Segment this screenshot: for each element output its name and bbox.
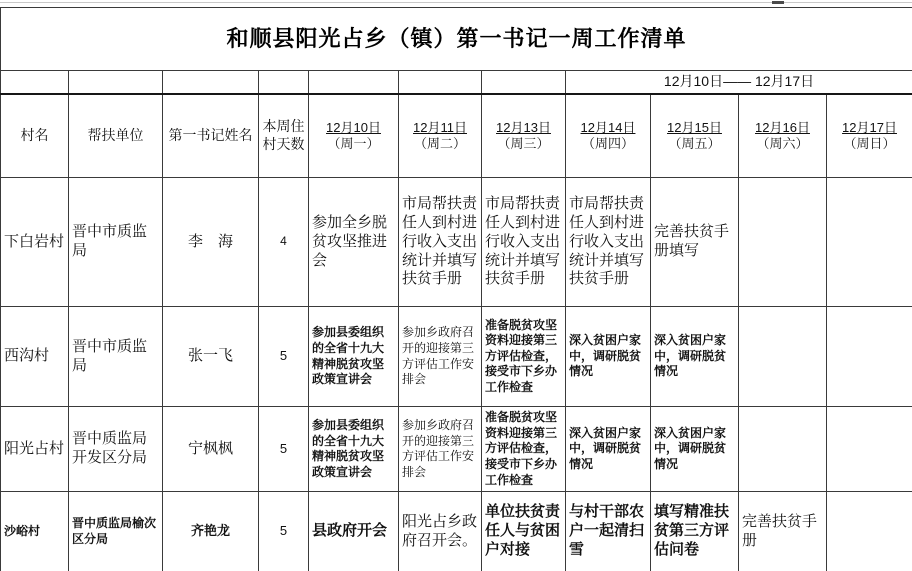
empty-cell bbox=[1, 71, 69, 94]
schedule-cell: 与村干部农户一起清扫雪 bbox=[566, 492, 651, 571]
empty-cell bbox=[163, 71, 259, 94]
schedule-cell: 参加县委组织的全省十九大精神脱贫攻坚政策宣讲会 bbox=[309, 407, 399, 492]
unit-cell: 晋中市质监局 bbox=[69, 307, 163, 407]
village-cell: 沙峪村 bbox=[1, 492, 69, 571]
schedule-cell: 市局帮扶责任人到村进行收入支出统计并填写扶贫手册 bbox=[566, 178, 651, 307]
village-cell: 西沟村 bbox=[1, 307, 69, 407]
header-day-wed: 12月13日 （周三） bbox=[482, 94, 566, 178]
schedule-cell: 市局帮扶责任人到村进行收入支出统计并填写扶贫手册 bbox=[482, 178, 566, 307]
unit-cell: 晋中质监局开发区分局 bbox=[69, 407, 163, 492]
header-day-sun: 12月17日 （周日） bbox=[827, 94, 912, 178]
date-range-label: 12月10日—— 12月17日 bbox=[566, 71, 912, 94]
table-row bbox=[1, 492, 912, 571]
days-cell: 5 bbox=[259, 407, 309, 492]
schedule-cell: 深入贫困户家中，调研脱贫情况 bbox=[651, 307, 739, 407]
unit-cell: 晋中市质监局 bbox=[69, 178, 163, 307]
schedule-cell: 深入贫困户家中，调研脱贫情况 bbox=[566, 307, 651, 407]
schedule-cell bbox=[827, 492, 912, 571]
page-title: 和顺县阳光占乡（镇）第一书记一周工作清单 bbox=[1, 8, 912, 71]
work-schedule-table bbox=[0, 7, 912, 571]
secretary-cell: 李 海 bbox=[163, 178, 259, 307]
header-day-tue: 12月11日 （周二） bbox=[399, 94, 482, 178]
schedule-cell bbox=[827, 407, 912, 492]
empty-cell bbox=[399, 71, 482, 94]
schedule-cell bbox=[827, 178, 912, 307]
title-row bbox=[1, 8, 912, 71]
schedule-cell bbox=[739, 407, 827, 492]
secretary-cell: 宁枫枫 bbox=[163, 407, 259, 492]
empty-cell bbox=[309, 71, 399, 94]
schedule-cell: 市局帮扶责任人到村进行收入支出统计并填写扶贫手册 bbox=[399, 178, 482, 307]
secretary-cell: 齐艳龙 bbox=[163, 492, 259, 571]
table-row bbox=[1, 307, 912, 407]
empty-cell bbox=[482, 71, 566, 94]
secretary-cell: 张一飞 bbox=[163, 307, 259, 407]
schedule-cell bbox=[827, 307, 912, 407]
header-day-mon: 12月10日 （周一） bbox=[309, 94, 399, 178]
header-day-thu: 12月14日 （周四） bbox=[566, 94, 651, 178]
header-village: 村名 bbox=[1, 94, 69, 178]
empty-cell bbox=[259, 71, 309, 94]
schedule-cell: 参加乡政府召开的迎接第三方评估工作安排会 bbox=[399, 307, 482, 407]
schedule-cell: 县政府开会 bbox=[309, 492, 399, 571]
header-row bbox=[1, 94, 912, 178]
village-cell: 下白岩村 bbox=[1, 178, 69, 307]
schedule-cell: 阳光占乡政府召开会。 bbox=[399, 492, 482, 571]
schedule-cell: 参加县委组织的全省十九大精神脱贫攻坚政策宣讲会 bbox=[309, 307, 399, 407]
schedule-cell: 单位扶贫责任人与贫困户对接 bbox=[482, 492, 566, 571]
schedule-cell: 参加全乡脱贫攻坚推进会 bbox=[309, 178, 399, 307]
schedule-cell: 深入贫困户家中，调研脱贫情况 bbox=[566, 407, 651, 492]
village-cell: 阳光占村 bbox=[1, 407, 69, 492]
schedule-cell: 完善扶贫手册填写 bbox=[651, 178, 739, 307]
empty-cell bbox=[69, 71, 163, 94]
header-days: 本周住村天数 bbox=[259, 94, 309, 178]
header-secretary: 第一书记姓名 bbox=[163, 94, 259, 178]
schedule-cell: 填写精准扶贫第三方评估问卷 bbox=[651, 492, 739, 571]
days-cell: 5 bbox=[259, 307, 309, 407]
date-range-row bbox=[1, 71, 912, 94]
days-cell: 5 bbox=[259, 492, 309, 571]
table-row bbox=[1, 178, 912, 307]
unit-cell: 晋中质监局榆次区分局 bbox=[69, 492, 163, 571]
header-unit: 帮扶单位 bbox=[69, 94, 163, 178]
schedule-cell: 深入贫困户家中，调研脱贫情况 bbox=[651, 407, 739, 492]
schedule-cell: 完善扶贫手册 bbox=[739, 492, 827, 571]
header-day-fri: 12月15日 （周五） bbox=[651, 94, 739, 178]
table-row bbox=[1, 407, 912, 492]
schedule-cell: 准备脱贫攻坚资料迎接第三方评估检查，接受市下乡办工作检查 bbox=[482, 307, 566, 407]
schedule-cell: 准备脱贫攻坚资料迎接第三方评估检查，接受市下乡办工作检查 bbox=[482, 407, 566, 492]
schedule-cell: 参加乡政府召开的迎接第三方评估工作安排会 bbox=[399, 407, 482, 492]
days-cell: 4 bbox=[259, 178, 309, 307]
header-day-sat: 12月16日 （周六） bbox=[739, 94, 827, 178]
schedule-cell bbox=[739, 178, 827, 307]
page-break-dash bbox=[772, 1, 784, 4]
schedule-cell bbox=[739, 307, 827, 407]
